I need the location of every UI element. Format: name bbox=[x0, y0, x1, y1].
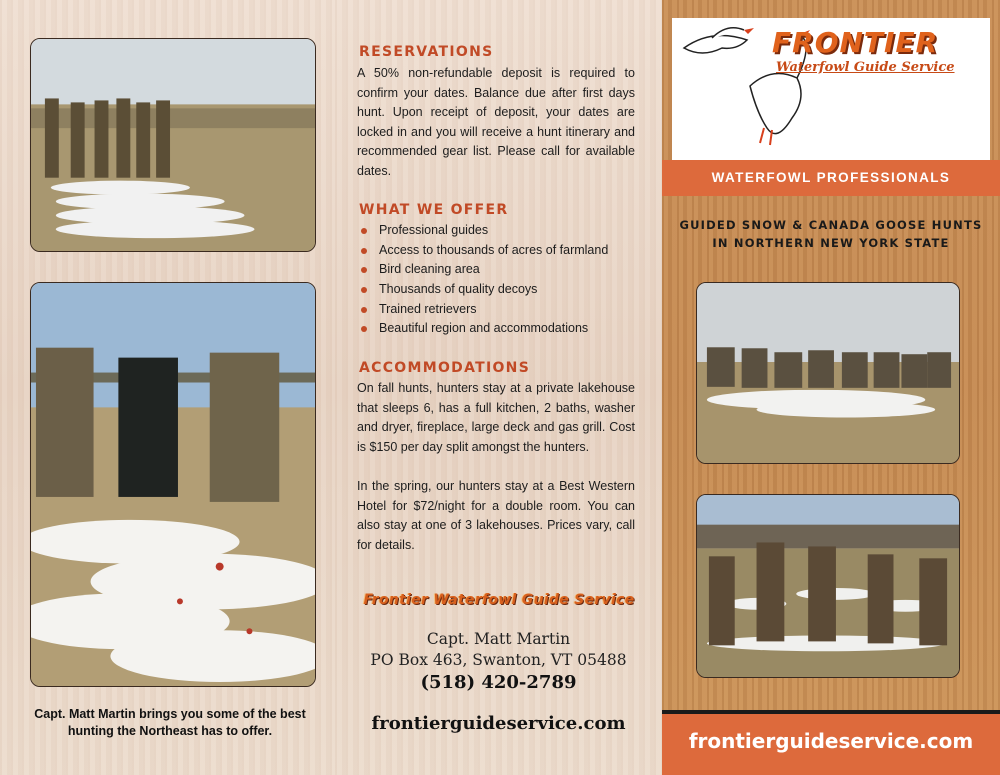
website-link[interactable]: frontierguideservice.com bbox=[371, 713, 626, 734]
bullet-icon bbox=[361, 228, 367, 234]
brand-name: Frontier Waterfowl Guide Service bbox=[363, 592, 635, 608]
list-item bbox=[359, 319, 639, 339]
right-panel bbox=[662, 0, 1000, 775]
bullet-icon bbox=[361, 326, 367, 332]
offer-item-label: Beautiful region and accommodations bbox=[379, 321, 589, 336]
left-panel bbox=[0, 0, 335, 775]
bullet-icon bbox=[361, 287, 367, 293]
guides-group-photo bbox=[696, 282, 960, 464]
offer-item-label: Bird cleaning area bbox=[379, 262, 480, 277]
logo-title: FRONTIER bbox=[772, 26, 939, 59]
list-item bbox=[359, 300, 639, 320]
footer-band bbox=[662, 710, 1000, 775]
list-item bbox=[359, 221, 639, 241]
offer-list bbox=[359, 221, 639, 339]
list-item bbox=[359, 280, 639, 300]
logo bbox=[672, 18, 990, 160]
offer-item-label: Professional guides bbox=[379, 223, 489, 237]
accommodations-heading: ACCOMMODATIONS bbox=[359, 360, 531, 376]
hunters-group-photo bbox=[30, 38, 316, 252]
contact-name: Capt. Matt Martin bbox=[426, 630, 571, 648]
offer-item-label: Trained retrievers bbox=[379, 301, 477, 316]
hunters-with-geese-photo bbox=[30, 282, 316, 687]
bullet-icon bbox=[361, 307, 367, 313]
middle-panel bbox=[335, 0, 662, 775]
tagline-band: WATERFOWL PROFESSIONALS bbox=[662, 160, 1000, 196]
guides-field-photo bbox=[696, 494, 960, 678]
website-link-footer[interactable]: frontierguideservice.com bbox=[688, 729, 974, 753]
accommodations-spring-text: In the spring, our hunters stay at a Best Western Hotel for $72/night for a double room. You can also stay at one of 3 lakehouses. Prices vary, call for details. bbox=[357, 479, 635, 552]
bullet-icon bbox=[361, 267, 367, 273]
list-item bbox=[359, 241, 639, 261]
accommodations-fall-text: On fall hunts, hunters stay at a private lakehouse that sleeps 6, has a full kitchen, 2 baths, washer and dryer, fireplace, large deck and gas grill. Cost is $150 per day split amongst the hunters. bbox=[357, 381, 635, 454]
offer-item-label: Access to thousands of acres of farmland bbox=[379, 242, 609, 257]
bullet-icon bbox=[361, 248, 367, 254]
reservations-text: A 50% non-refundable deposit is required to confirm your dates. Balance due after first days hunt. Upon receipt of deposit, your dates are locked in and you will receive a hunt itinerary and recommended gear list. Please call for available dates. bbox=[357, 66, 635, 178]
logo-subtitle: Waterfowl Guide Service bbox=[776, 60, 955, 75]
reservations-heading: RESERVATIONS bbox=[359, 44, 494, 60]
contact-phone[interactable]: (518) 420-2789 bbox=[420, 672, 577, 693]
list-item bbox=[359, 260, 639, 280]
intro-caption: Capt. Matt Martin brings you some of the best hunting the Northeast has to offer. bbox=[34, 707, 306, 738]
offer-heading: WHAT WE OFFER bbox=[359, 202, 509, 218]
offer-item-label: Thousands of quality decoys bbox=[379, 282, 538, 297]
contact-address: PO Box 463, Swanton, VT 05488 bbox=[370, 651, 627, 669]
hunts-description: GUIDED SNOW & CANADA GOOSE HUNTS IN NORTHERN NEW YORK STATE bbox=[679, 218, 983, 250]
